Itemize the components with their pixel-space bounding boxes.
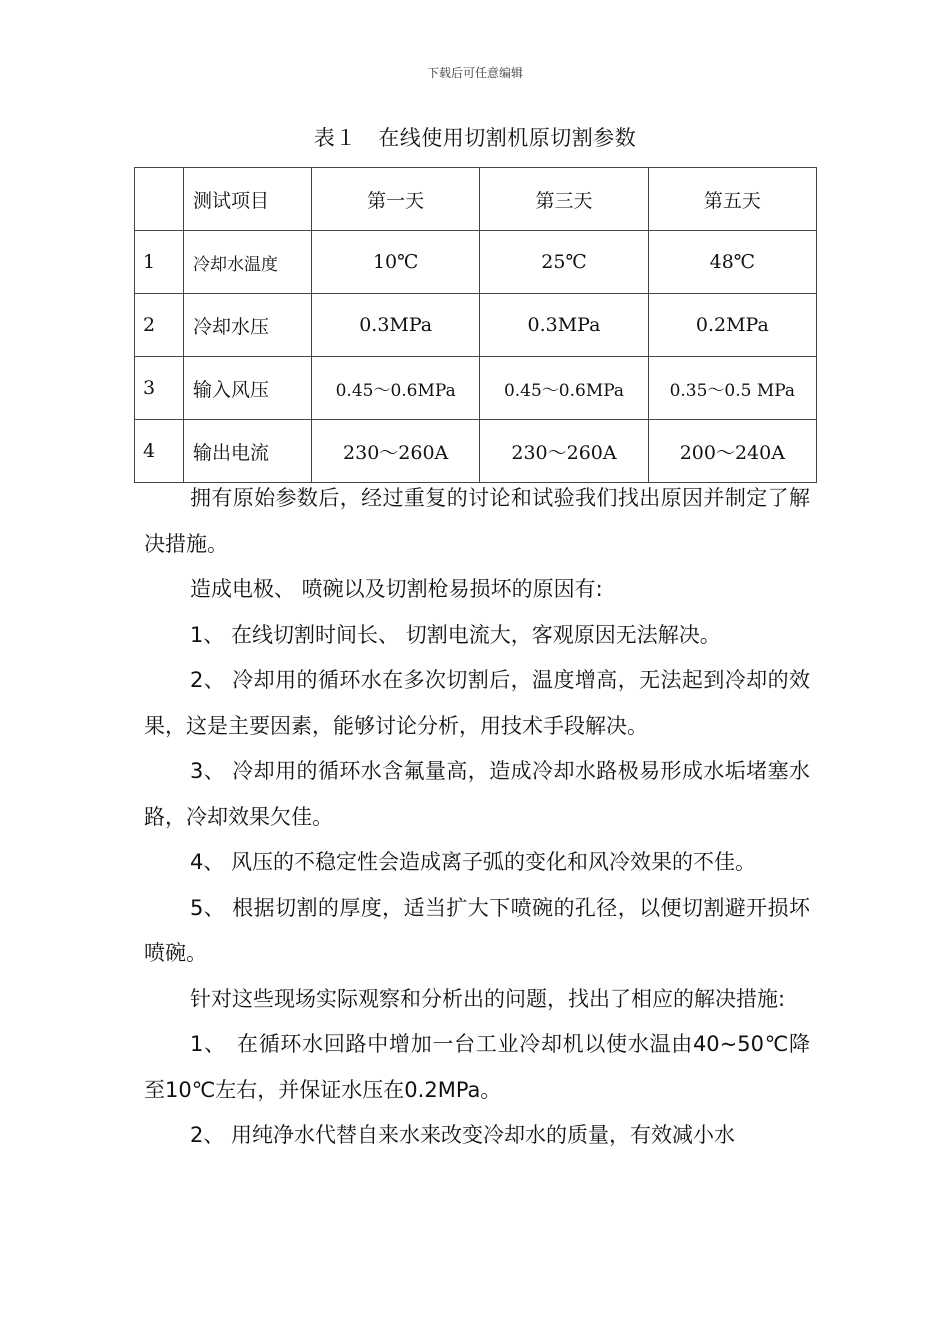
- paragraph: 针对这些现场实际观察和分析出的问题，找出了相应的解决措施:: [190, 986, 786, 1011]
- row-day1: 230～260A: [312, 420, 480, 483]
- row-day1: 0.45～0.6MPa: [312, 357, 480, 420]
- table-header-row: [135, 168, 817, 231]
- row-day3: 0.3MPa: [480, 294, 648, 357]
- paragraph: 造成电极、 喷碗以及切割枪易损坏的原因有:: [190, 577, 603, 601]
- paragraph: 4、 风压的不稳定性会造成离子弧的变化和风冷效果的不佳。: [190, 850, 757, 874]
- paragraph: 1、 在线切割时间长、 切割电流大，客观原因无法解决。: [190, 622, 721, 647]
- header-day3: 第三天: [480, 168, 648, 231]
- row-day5: 200～240A: [648, 420, 816, 483]
- row-day3: 25℃: [480, 231, 648, 294]
- table-row: [135, 420, 817, 483]
- table-title: 表１ 在线使用切割机原切割参数: [313, 126, 637, 150]
- row-day5: 0.2MPa: [648, 294, 816, 357]
- row-day1: 10℃: [312, 231, 480, 294]
- row-item: 输出电流: [184, 420, 312, 483]
- row-day3: 0.45～0.6MPa: [480, 357, 648, 420]
- header-day1: 第一天: [312, 168, 480, 231]
- paragraph: 1、 在循环水回路中增加一台工业冷却机以使水温由40~50℃降至10℃左右，并保证水压在0.2MPa。: [144, 1032, 810, 1102]
- paragraph: 拥有原始参数后，经过重复的讨论和试验我们找出原因并制定了解决措施。: [144, 486, 810, 556]
- body-text: [144, 476, 810, 1159]
- table-row: [135, 231, 817, 294]
- page-header: 下载后可任意编辑: [426, 66, 523, 80]
- paragraph: 5、 根据切割的厚度，适当扩大下喷碗的孔径，以便切割避开损坏喷碗。: [144, 895, 810, 965]
- table-row: [135, 294, 817, 357]
- paragraph: 3、 冷却用的循环水含氟量高，造成冷却水路极易形成水垢堵塞水路，冷却效果欠佳。: [144, 759, 810, 829]
- paragraph: 2、 冷却用的循环水在多次切割后，温度增高，无法起到冷却的效果，这是主要因素，能够讨论分析，用技术手段解决。: [144, 668, 810, 738]
- cutting-params-table: [134, 167, 817, 483]
- row-index: 3: [135, 357, 184, 420]
- row-index: 1: [135, 231, 184, 294]
- row-item: 冷却水温度: [184, 231, 312, 294]
- row-day5: 0.35～0.5 MPa: [648, 357, 816, 420]
- row-index: 2: [135, 294, 184, 357]
- header-day5: 第五天: [648, 168, 816, 231]
- row-item: 输入风压: [184, 357, 312, 420]
- paragraph: 2、 用纯净水代替自来水来改变冷却水的质量，有效减小水: [190, 1123, 736, 1147]
- header-index: [135, 168, 184, 231]
- row-day1: 0.3MPa: [312, 294, 480, 357]
- table-row: [135, 357, 817, 420]
- row-day3: 230～260A: [480, 420, 648, 483]
- header-test-item: 测试项目: [184, 168, 312, 231]
- row-day5: 48℃: [648, 231, 816, 294]
- row-item: 冷却水压: [184, 294, 312, 357]
- row-index: 4: [135, 420, 184, 483]
